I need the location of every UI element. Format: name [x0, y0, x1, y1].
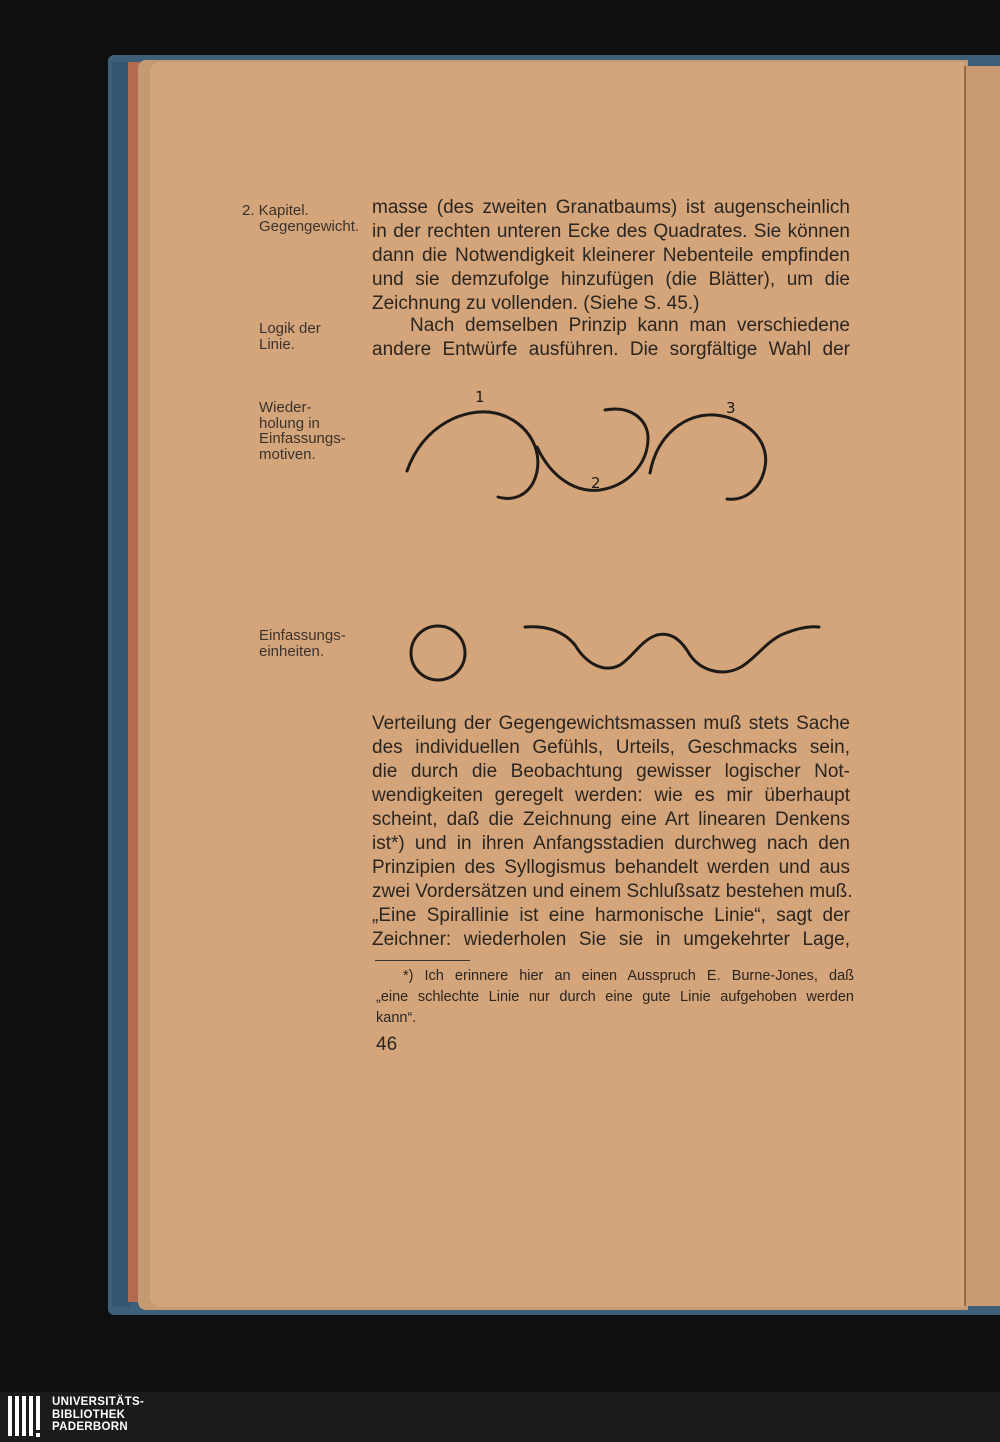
text-line: zwei Vordersätzen und einem Schlußsatz bestehen muß.: [372, 881, 853, 902]
library-logo-icon: [6, 1396, 46, 1440]
border-units-figure: [405, 615, 825, 685]
logo-line: UNIVERSITÄTS-: [52, 1396, 145, 1408]
spiral-curve-3: [650, 415, 766, 499]
paragraph-second: [372, 314, 850, 362]
text-line: masse (des zweiten Granatbaums) ist augenscheinlich: [372, 197, 850, 218]
figure-label-1: 1: [475, 388, 485, 406]
margin-note-line: holung in: [259, 414, 320, 432]
margin-note-line: Wieder-: [259, 399, 312, 416]
figure-label-3: 3: [726, 399, 736, 417]
text-line: Zeichnung zu vollenden. (Siehe S. 45.): [372, 293, 700, 314]
chapter-topic: Gegengewicht.: [259, 217, 360, 235]
text-line: Prinzipien des Syllogismus behandelt werden und aus: [372, 857, 850, 878]
text-line: und sie demzufolge hinzufügen (die Blätter), um die: [372, 269, 850, 290]
margin-note-line: Logik der: [259, 320, 321, 337]
margin-note-line: Einfassungs-: [259, 430, 346, 447]
margin-note-line: motiven.: [259, 445, 316, 463]
margin-note-line: Einfassungs-: [259, 627, 346, 644]
margin-note-logic: [259, 321, 321, 352]
paragraph-top: [372, 196, 850, 316]
chapter-label: 2. Kapitel.: [242, 202, 309, 219]
footnote: [376, 966, 854, 1029]
footnote-line: „eine schlechte Linie nur durch eine gute Linie aufgehoben werden: [376, 989, 854, 1005]
logo-line: BIBLIOTHEK: [52, 1408, 126, 1421]
footnote-line: kann“.: [376, 1010, 417, 1026]
logo-line: PADERBORN: [52, 1421, 128, 1433]
spiral-curve-1: [407, 412, 538, 499]
text-line: ist*) und in ihren Anfangsstadien durchweg nach den: [372, 833, 850, 854]
wave-unit: [525, 627, 819, 672]
text-line: dann die Notwendigkeit kleinerer Nebenteile empfinden: [372, 245, 850, 266]
margin-note-units: [259, 628, 346, 659]
library-logo-text: [52, 1396, 144, 1434]
text-line: „Eine Spirallinie ist eine harmonische Linie“, sagt der: [372, 905, 850, 926]
margin-note-line: Linie.: [259, 335, 295, 353]
circle-unit: [411, 626, 465, 680]
spiral-border-figure: [395, 385, 795, 515]
margin-note-chapter: [242, 203, 359, 234]
text-line: die durch die Beobachtung gewisser logischer Not-: [372, 761, 850, 782]
text-line: scheint, daß die Zeichnung eine Art linearen Denkens: [372, 809, 850, 830]
margin-note-repetition: [259, 400, 346, 462]
text-line: des individuellen Gefühls, Urteils, Geschmacks sein,: [372, 737, 850, 758]
facing-page-edge: [964, 66, 1000, 1306]
footnote-line: *) Ich erinnere hier an einen Ausspruch E. Burne-Jones, daß: [403, 968, 854, 984]
page-number: 46: [376, 1034, 398, 1055]
figure-label-2: 2: [591, 474, 601, 492]
text-line: in der rechten unteren Ecke des Quadrates. Sie können: [372, 221, 850, 242]
paragraph-bottom: [372, 712, 853, 952]
text-line: Zeichner: wiederholen Sie sie in umgekehrter Lage,: [372, 929, 850, 950]
text-line: Verteilung der Gegengewichtsmassen muß stets Sache: [372, 713, 850, 734]
text-line: andere Entwürfe ausführen. Die sorgfältige Wahl der: [372, 339, 850, 360]
text-line: Nach demselben Prinzip kann man verschiedene: [410, 315, 850, 336]
text-line: wendigkeiten geregelt werden: wie es mir überhaupt: [372, 785, 850, 806]
margin-note-line: einheiten.: [259, 642, 325, 660]
library-logo-bar: [0, 1392, 1000, 1442]
footnote-rule: [375, 960, 470, 961]
